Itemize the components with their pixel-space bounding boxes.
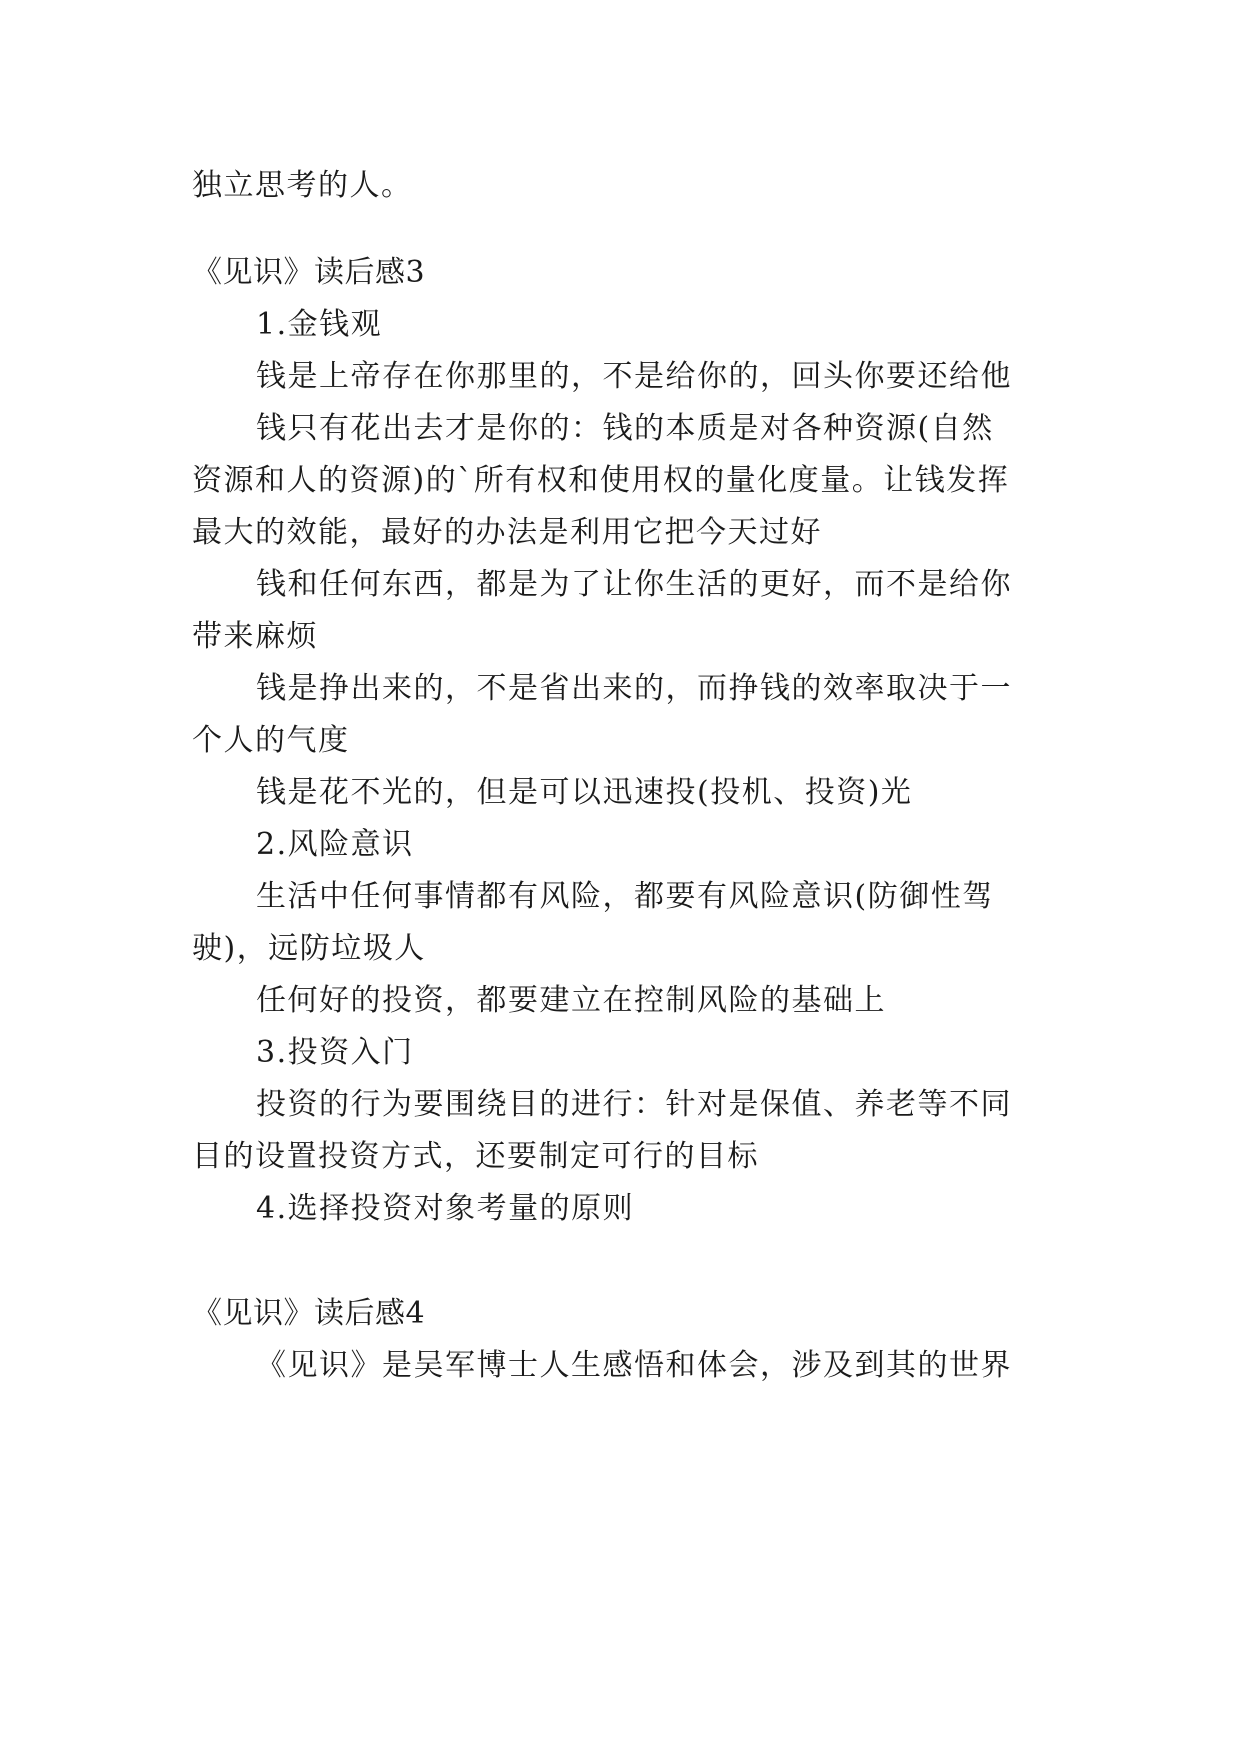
paragraph-line: 钱和任何东西，都是为了让你生活的更好，而不是给你 bbox=[256, 567, 1012, 602]
paragraph-line: 资源和人的资源)的`所有权和使用权的量化度量。让钱发挥 bbox=[192, 463, 1010, 498]
paragraph-line: 钱是挣出来的，不是省出来的，而挣钱的效率取决于一 bbox=[256, 671, 1012, 706]
paragraph-line: 任何好的投资，都要建立在控制风险的基础上 bbox=[256, 983, 886, 1018]
paragraph-line: 独立思考的人。 bbox=[192, 168, 413, 203]
paragraph-line: 驶)，远防垃圾人 bbox=[192, 931, 426, 966]
section-heading: 《见识》读后感4 bbox=[192, 1296, 426, 1331]
paragraph-line: 钱是上帝存在你那里的，不是给你的，回头你要还给他 bbox=[256, 359, 1012, 394]
subheading: 3.投资入门 bbox=[256, 1035, 414, 1070]
paragraph-line: 钱只有花出去才是你的：钱的本质是对各种资源(自然 bbox=[256, 411, 994, 446]
paragraph-line: 带来麻烦 bbox=[192, 619, 318, 654]
paragraph-line: 个人的气度 bbox=[192, 723, 350, 758]
paragraph-line: 投资的行为要围绕目的进行：针对是保值、养老等不同 bbox=[256, 1087, 1012, 1122]
paragraph-line: 《见识》是吴军博士人生感悟和体会，涉及到其的世界 bbox=[256, 1348, 1012, 1383]
paragraph-line: 最大的效能，最好的办法是利用它把今天过好 bbox=[192, 515, 822, 550]
subheading: 2.风险意识 bbox=[256, 827, 414, 862]
subheading: 4.选择投资对象考量的原则 bbox=[256, 1191, 635, 1226]
paragraph-line: 目的设置投资方式，还要制定可行的目标 bbox=[192, 1139, 759, 1174]
section-heading: 《见识》读后感3 bbox=[192, 255, 426, 290]
subheading: 1.金钱观 bbox=[256, 307, 383, 342]
paragraph-line: 生活中任何事情都有风险，都要有风险意识(防御性驾 bbox=[256, 879, 994, 914]
paragraph-line: 钱是花不光的，但是可以迅速投(投机、投资)光 bbox=[256, 775, 913, 810]
